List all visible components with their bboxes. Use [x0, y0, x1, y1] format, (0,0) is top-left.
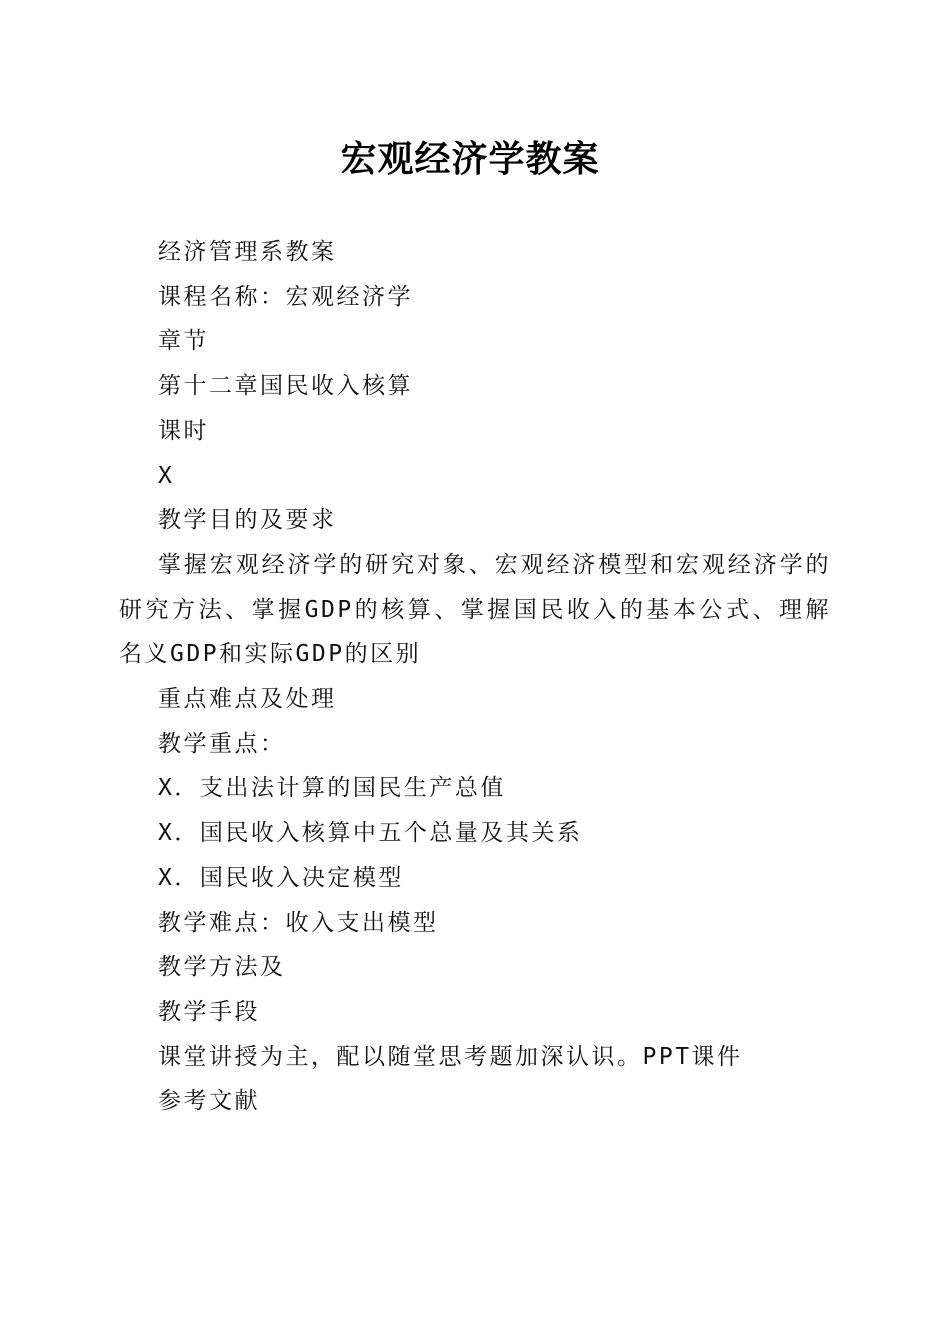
paragraph-teaching-difficulty: 教学难点：收入支出模型 — [158, 909, 439, 936]
paragraph-key-points-label: 重点难点及处理 — [158, 686, 337, 713]
paragraph-methods-label: 教学方法及 — [158, 954, 286, 981]
paragraph-hours-label: 课时 — [158, 417, 209, 444]
paragraph-hours-value: X — [158, 462, 175, 489]
paragraph-chapter-label: 章节 — [158, 328, 209, 355]
paragraph-references-label: 参考文献 — [158, 1088, 260, 1115]
paragraph-chapter-title: 第十二章国民收入核算 — [158, 373, 413, 400]
paragraph-objectives-text: 掌握宏观经济学的研究对象、宏观经济模型和宏观经济学的研究方法、掌握GDP的核算、掌握国民收入的基本公式、理解名义GDP和实际GDP的区别 — [119, 551, 831, 668]
document-body — [119, 230, 831, 1124]
paragraph-means-label: 教学手段 — [158, 998, 260, 1025]
paragraph-course-name: 课程名称：宏观经济学 — [158, 283, 413, 310]
list-item: X．支出法计算的国民生产总值 — [158, 775, 506, 802]
document-title: 宏观经济学教案 — [340, 138, 600, 180]
paragraph-objectives-label: 教学目的及要求 — [158, 507, 337, 534]
paragraph-methods-text: 课堂讲授为主，配以随堂思考题加深认识。PPT课件 — [158, 1043, 743, 1070]
paragraph-teaching-focus-label: 教学重点： — [158, 730, 286, 757]
list-item: X．国民收入核算中五个总量及其关系 — [158, 820, 583, 847]
paragraph-department: 经济管理系教案 — [158, 239, 337, 265]
list-item: X．国民收入决定模型 — [158, 864, 404, 891]
